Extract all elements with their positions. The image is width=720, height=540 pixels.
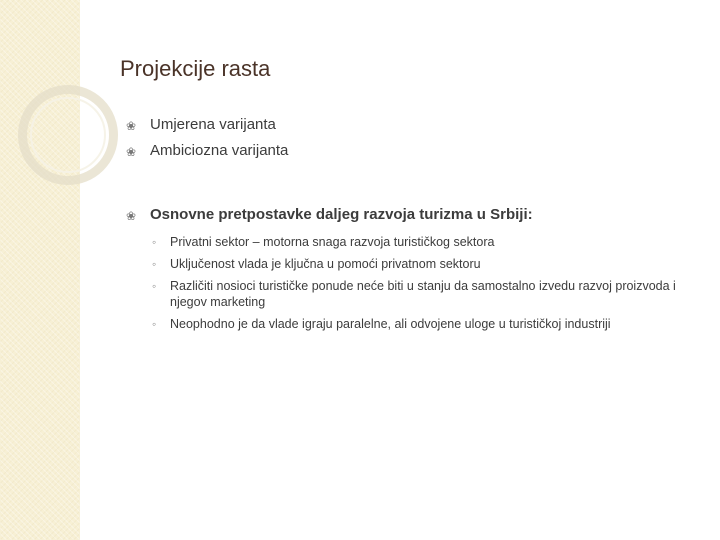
bullet-flourish-icon: ❀ (126, 209, 137, 223)
sub-bullet-text: Različiti nosioci turističke ponude neće biti u stanju da samostalno izvedu razvoj proizvoda i njegov marketing (170, 279, 676, 309)
sub-bullet-item (144, 234, 686, 250)
sub-bullet-text: Privatni sektor – motorna snaga razvoja turističkog sektora (170, 235, 495, 249)
sub-bullet-text: Neophodno je da vlade igraju paralelne, ali odvojene uloge u turističkoj industriji (170, 317, 611, 331)
bullet-item (126, 142, 686, 160)
bullet-flourish-icon: ❀ (126, 119, 137, 133)
sub-bullet-item (144, 256, 686, 272)
ring-dot-icon: ◦ (152, 279, 157, 293)
bullet-list (126, 116, 686, 332)
bullet-item (126, 206, 686, 224)
decorative-side-strip (0, 0, 80, 540)
ring-dot-icon: ◦ (152, 257, 157, 271)
bullet-flourish-icon: ❀ (126, 145, 137, 159)
sub-bullet-text: Uključenost vlada je ključna u pomoći privatnom sektoru (170, 257, 481, 271)
bullet-text: Osnovne pretpostavke daljeg razvoja turizma u Srbiji: (150, 206, 533, 223)
bullet-text: Ambiciozna varijanta (150, 142, 289, 159)
sub-bullet-item (144, 316, 686, 332)
sub-bullet-item (144, 278, 686, 310)
bullet-item (126, 116, 686, 134)
ring-dot-icon: ◦ (152, 235, 157, 249)
bullet-text: Umjerena varijanta (150, 116, 276, 133)
slide-title: Projekcije rasta (120, 56, 271, 81)
sub-bullet-list (144, 234, 686, 332)
ring-dot-icon: ◦ (152, 317, 157, 331)
decorative-ring-inner (30, 97, 106, 173)
